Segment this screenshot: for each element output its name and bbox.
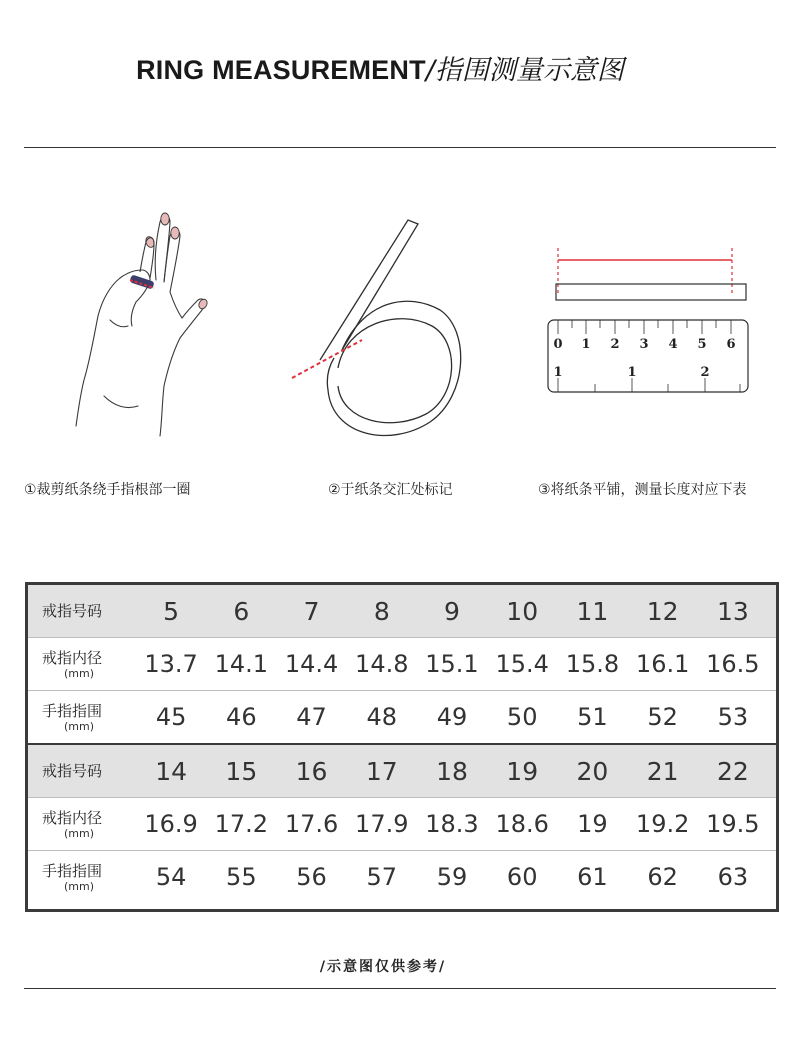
table-cell: 62 [647, 863, 678, 891]
table-cell: 11 [576, 596, 609, 626]
table-cell: 56 [296, 863, 327, 891]
table-cell: 61 [577, 863, 608, 891]
table-cell: 47 [296, 703, 327, 731]
table-cell: 10 [506, 596, 539, 626]
row-cells [136, 650, 776, 678]
table-cell: 19.5 [706, 810, 760, 838]
page-title [0, 52, 760, 89]
table-cell: 18.3 [425, 810, 479, 838]
row-label-text: 戒指号码 [42, 762, 103, 780]
table-cell: 15 [225, 756, 258, 786]
table-row-ring-size [28, 745, 776, 798]
table-cell: 16.9 [144, 810, 198, 838]
table-cell: 14.1 [214, 650, 269, 678]
table-cell: 52 [647, 703, 678, 731]
table-row-inner-diameter [28, 638, 776, 691]
table-cell: 57 [366, 863, 398, 891]
table-row-finger-circumference [28, 691, 776, 745]
row-cells [136, 810, 776, 838]
table-cell: 13.7 [144, 650, 198, 678]
top-divider [24, 147, 776, 148]
table-cell: 14.8 [355, 650, 409, 678]
row-label [28, 862, 136, 893]
row-label-text: 手指指围 [42, 861, 103, 880]
row-label [28, 762, 136, 780]
page-title-english: RING MEASUREMENT [136, 55, 426, 85]
table-cell: 15.1 [425, 650, 479, 678]
table-cell: 50 [506, 703, 538, 731]
row-label-text: 戒指号码 [42, 602, 103, 620]
ruler-top-label: 1 [581, 337, 591, 352]
table-cell: 46 [226, 703, 257, 731]
table-cell: 45 [155, 703, 187, 731]
paper-strip-loop-icon [280, 200, 480, 460]
row-label-unit: (mm) [64, 826, 95, 840]
table-cell: 53 [717, 703, 749, 731]
table-cell: 19 [577, 810, 608, 838]
table-cell: 7 [303, 596, 320, 626]
table-cell: 48 [366, 703, 398, 731]
table-cell: 16.1 [635, 650, 690, 678]
ring-size-table [25, 582, 779, 912]
step-2-caption: ②于纸条交汇处标记 [328, 482, 453, 498]
table-cell: 21 [646, 756, 679, 786]
table-cell: 13 [716, 596, 749, 626]
ruler-top-label: 0 [553, 337, 563, 352]
table-cell: 17.9 [355, 810, 409, 838]
table-cell: 17.2 [214, 810, 269, 838]
row-label-unit: (mm) [64, 879, 95, 893]
row-cells [136, 863, 776, 891]
table-row-ring-size [28, 585, 776, 638]
ruler-bottom-label: 2 [700, 365, 710, 380]
row-label-unit: (mm) [64, 719, 95, 733]
row-label-text: 戒指内径 [42, 648, 103, 667]
bottom-divider [24, 988, 776, 989]
ruler-bottom-label: 1 [627, 365, 637, 380]
table-cell: 14 [155, 756, 188, 786]
table-cell: 17.6 [284, 810, 339, 838]
table-cell: 6 [233, 596, 250, 626]
table-cell: 63 [717, 863, 749, 891]
ruler-bottom-label: 1 [553, 365, 563, 380]
table-cell: 14.4 [284, 650, 339, 678]
row-cells [136, 703, 776, 731]
table-cell: 54 [155, 863, 187, 891]
ruler-measure-icon [540, 200, 760, 460]
table-cell: 59 [436, 863, 468, 891]
ruler-top-label: 5 [697, 337, 707, 352]
table-cell: 49 [436, 703, 468, 731]
ruler-top-label: 4 [668, 337, 678, 352]
table-cell: 5 [163, 596, 180, 626]
table-row-inner-diameter [28, 798, 776, 851]
ruler-top-label: 3 [639, 337, 649, 352]
table-cell: 18 [436, 756, 468, 786]
row-label-text: 手指指围 [42, 701, 103, 720]
row-label-unit: (mm) [64, 666, 95, 680]
table-cell: 16 [295, 756, 328, 786]
table-cell: 15.8 [565, 650, 620, 678]
step-1-caption: ①裁剪纸条绕手指根部一圈 [24, 482, 191, 498]
table-cell: 51 [577, 703, 608, 731]
ruler-top-label: 6 [726, 337, 736, 352]
row-label-text: 戒指内径 [42, 808, 103, 827]
ruler-top-label: 2 [610, 337, 620, 352]
table-cell: 12 [646, 596, 679, 626]
step-3-caption: ③将纸条平铺，测量长度对应下表 [538, 482, 747, 498]
page-title-chinese: /指围测量示意图 [425, 55, 624, 86]
row-label [28, 702, 136, 733]
table-cell: 19.2 [635, 810, 690, 838]
table-cell: 15.4 [495, 650, 549, 678]
row-label [28, 649, 136, 680]
table-cell: 20 [576, 756, 609, 786]
table-row-finger-circumference [28, 851, 776, 903]
table-cell: 9 [444, 596, 460, 626]
table-cell: 19 [506, 756, 539, 786]
row-cells [136, 757, 776, 786]
row-label [28, 602, 136, 620]
table-cell: 8 [373, 596, 390, 626]
row-cells [136, 597, 776, 626]
table-cell: 60 [506, 863, 538, 891]
row-label [28, 809, 136, 840]
table-cell: 22 [716, 756, 749, 786]
table-cell: 55 [226, 863, 257, 891]
table-cell: 18.6 [495, 810, 549, 838]
hand-with-paper-strip-icon [70, 200, 230, 460]
table-cell: 16.5 [706, 650, 760, 678]
table-cell: 17 [365, 756, 398, 786]
reference-note: /示意图仅供参考/ [319, 959, 447, 975]
